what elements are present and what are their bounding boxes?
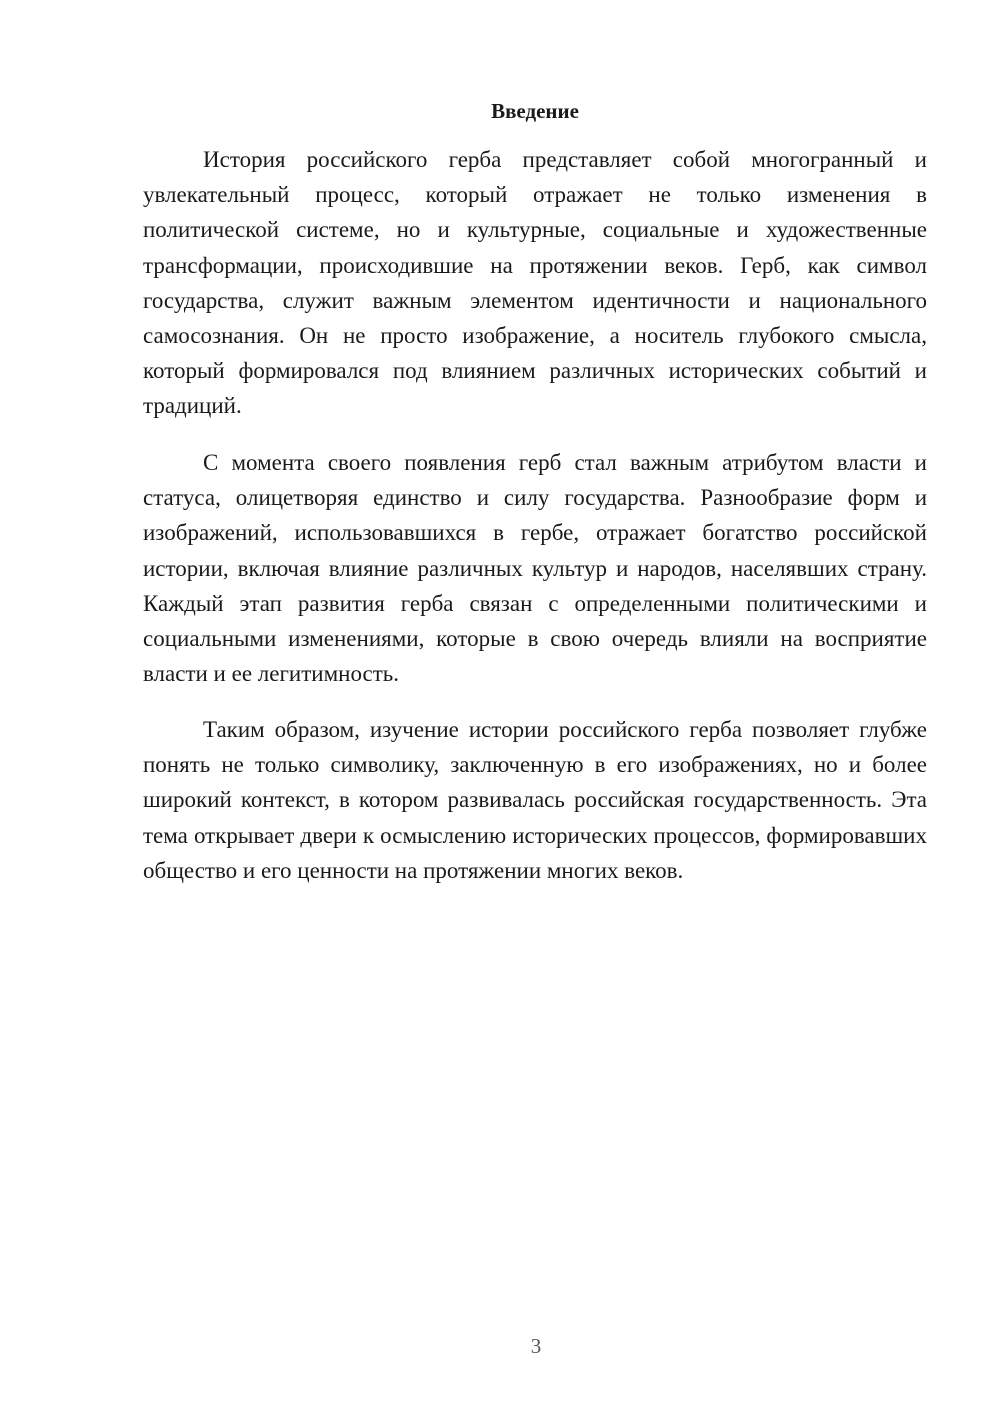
paragraph-3: Таким образом, изучение истории российского герба позволяет глубже понять не только символику, заключенную в его изображениях, но и более широкий контекст, в котором развивалась российская государственность. Эта тема открывает двери к осмыслению исторических процессов, формировавших общество и его ценности на протяжении многих веков. [143, 717, 927, 883]
section-title: Введение [491, 99, 579, 123]
paragraph-1: История российского герба представляет собой многогранный и увлекательный процесс, который отражает не только изменения в политической системе, но и культурные, социальные и художественные трансформации, происходившие на протяжении веков. Герб, как символ государства, служит важным элементом идентичности и национального самосознания. Он не просто изображение, а носитель глубокого смысла, который формировался под влиянием различных исторических событий и традиций. [143, 147, 927, 419]
page-number: 3 [530, 1334, 542, 1358]
paragraph-2: С момента своего появления герб стал важным атрибутом власти и статуса, олицетворяя единство и силу государства. Разнообразие форм и изображений, использовавшихся в гербе, отражает богатство российской истории, включая влияние различных культур и народов, населявших страну. Каждый этап развития герба связан с определенными политическими и социальными изменениями, которые в свою очередь влияли на восприятие власти и ее легитимность. [143, 450, 927, 687]
